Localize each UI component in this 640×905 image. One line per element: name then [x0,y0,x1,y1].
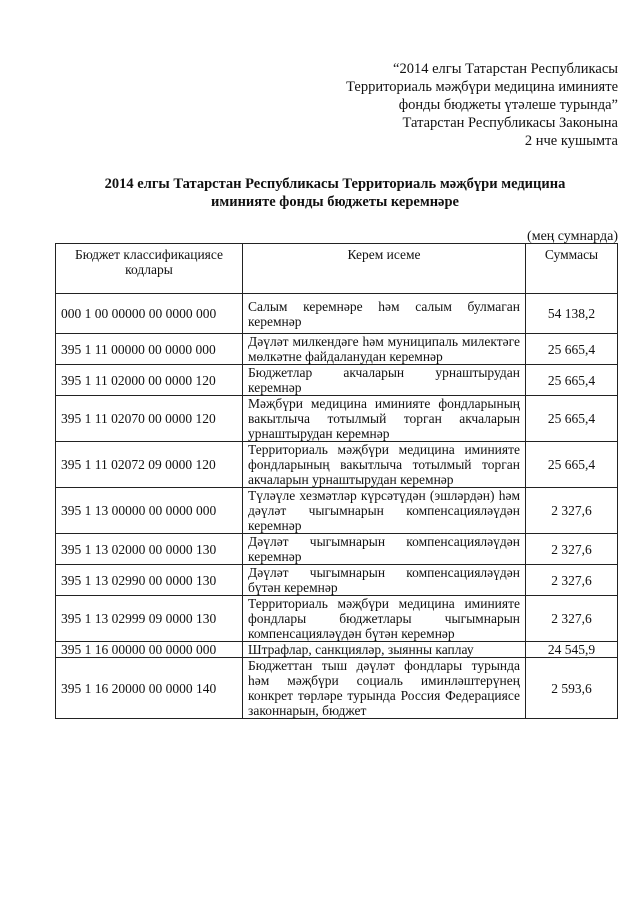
row-name: Дәүләт милкендәге һәм муниципаль милектәге мөлкәтне файдаланудан керемнәр [243,334,526,365]
row-code: 395 1 16 00000 00 0000 000 [56,642,243,658]
header-name: Керем исеме [243,244,526,294]
table-row [56,488,618,534]
row-sum: 25 665,4 [526,365,618,396]
row-sum: 2 327,6 [526,534,618,565]
row-code: 000 1 00 00000 00 0000 000 [56,294,243,334]
row-name: Дәүләт чыгымнарын компенсацияләүдән керемнәр [243,534,526,565]
appendix-line: Татарстан Республикасы Законына [402,115,618,131]
row-sum: 24 545,9 [526,642,618,658]
document-title-line: 2014 елгы Татарстан Республикасы Территориаль мәҗбүри медицина [104,176,566,192]
row-sum: 54 138,2 [526,294,618,334]
row-sum: 25 665,4 [526,442,618,488]
table-row [56,334,618,365]
row-name: Территориаль мәҗбүри медицина иминияте фондларының вакытлыча тотылмый торган акчаларын урнаштырудан керемнәр [243,442,526,488]
row-name: Бюджеттан тыш дәүләт фондлары турында һәм мәҗбүри социаль иминләштерүнең конкрет төрләре турында Россия Федерациясе законнарын, бюджет [243,658,526,719]
row-sum: 2 593,6 [526,658,618,719]
row-name: Мәҗбүри медицина иминияте фондларының вакытлыча тотылмый торган акчаларын урнаштырудан керемнәр [243,396,526,442]
document-title [60,175,610,211]
document-title-line: иминияте фонды бюджеты керемнәре [210,194,459,210]
row-name: Бюджетлар акчаларын урнаштырудан керемнәр [243,365,526,396]
appendix-line: фонды бюджеты үтәлеше турында” [398,97,618,113]
row-code: 395 1 11 00000 00 0000 000 [56,334,243,365]
table-row [56,534,618,565]
row-name: Түләүле хезмәтләр күрсәтүдән (эшләрдән) һәм дәүләт чыгымнарын компенсацияләүдән керемнәр [243,488,526,534]
appendix-line: 2 нче кушымта [524,133,618,149]
row-code: 395 1 13 00000 00 0000 000 [56,488,243,534]
row-code: 395 1 13 02990 00 0000 130 [56,565,243,596]
appendix-line: “2014 елгы Татарстан Республикасы [393,61,618,77]
table-row [56,365,618,396]
income-table [55,243,618,719]
row-code: 395 1 13 02999 09 0000 130 [56,596,243,642]
unit-note: (мең сумнарда) [527,229,618,244]
table-row [56,658,618,719]
table-row [56,642,618,658]
header-code: Бюджет классификациясе кодлары [56,244,243,294]
row-name: Салым керемнәре һәм салым булмаган керемнәр [243,294,526,334]
appendix-note [346,60,618,150]
row-code: 395 1 11 02070 00 0000 120 [56,396,243,442]
table-header-row [56,244,618,294]
table-row [56,294,618,334]
table-row [56,565,618,596]
row-code: 395 1 16 20000 00 0000 140 [56,658,243,719]
appendix-line: Территориаль мәҗбүри медицина иминияте [346,79,618,95]
row-name: Штрафлар, санкцияләр, зыянны каплау [243,642,526,658]
row-sum: 2 327,6 [526,565,618,596]
row-code: 395 1 11 02072 09 0000 120 [56,442,243,488]
row-sum: 25 665,4 [526,334,618,365]
row-name: Территориаль мәҗбүри медицина иминияте фондлары бюджетлары чыгымнарын компенсацияләүдән бүтән керемнәр [243,596,526,642]
header-sum: Суммасы [526,244,618,294]
row-sum: 2 327,6 [526,596,618,642]
row-code: 395 1 13 02000 00 0000 130 [56,534,243,565]
table-row [56,442,618,488]
row-sum: 25 665,4 [526,396,618,442]
row-sum: 2 327,6 [526,488,618,534]
table-row [56,596,618,642]
table-row [56,396,618,442]
row-name: Дәүләт чыгымнарын компенсацияләүдән бүтән керемнәр [243,565,526,596]
row-code: 395 1 11 02000 00 0000 120 [56,365,243,396]
